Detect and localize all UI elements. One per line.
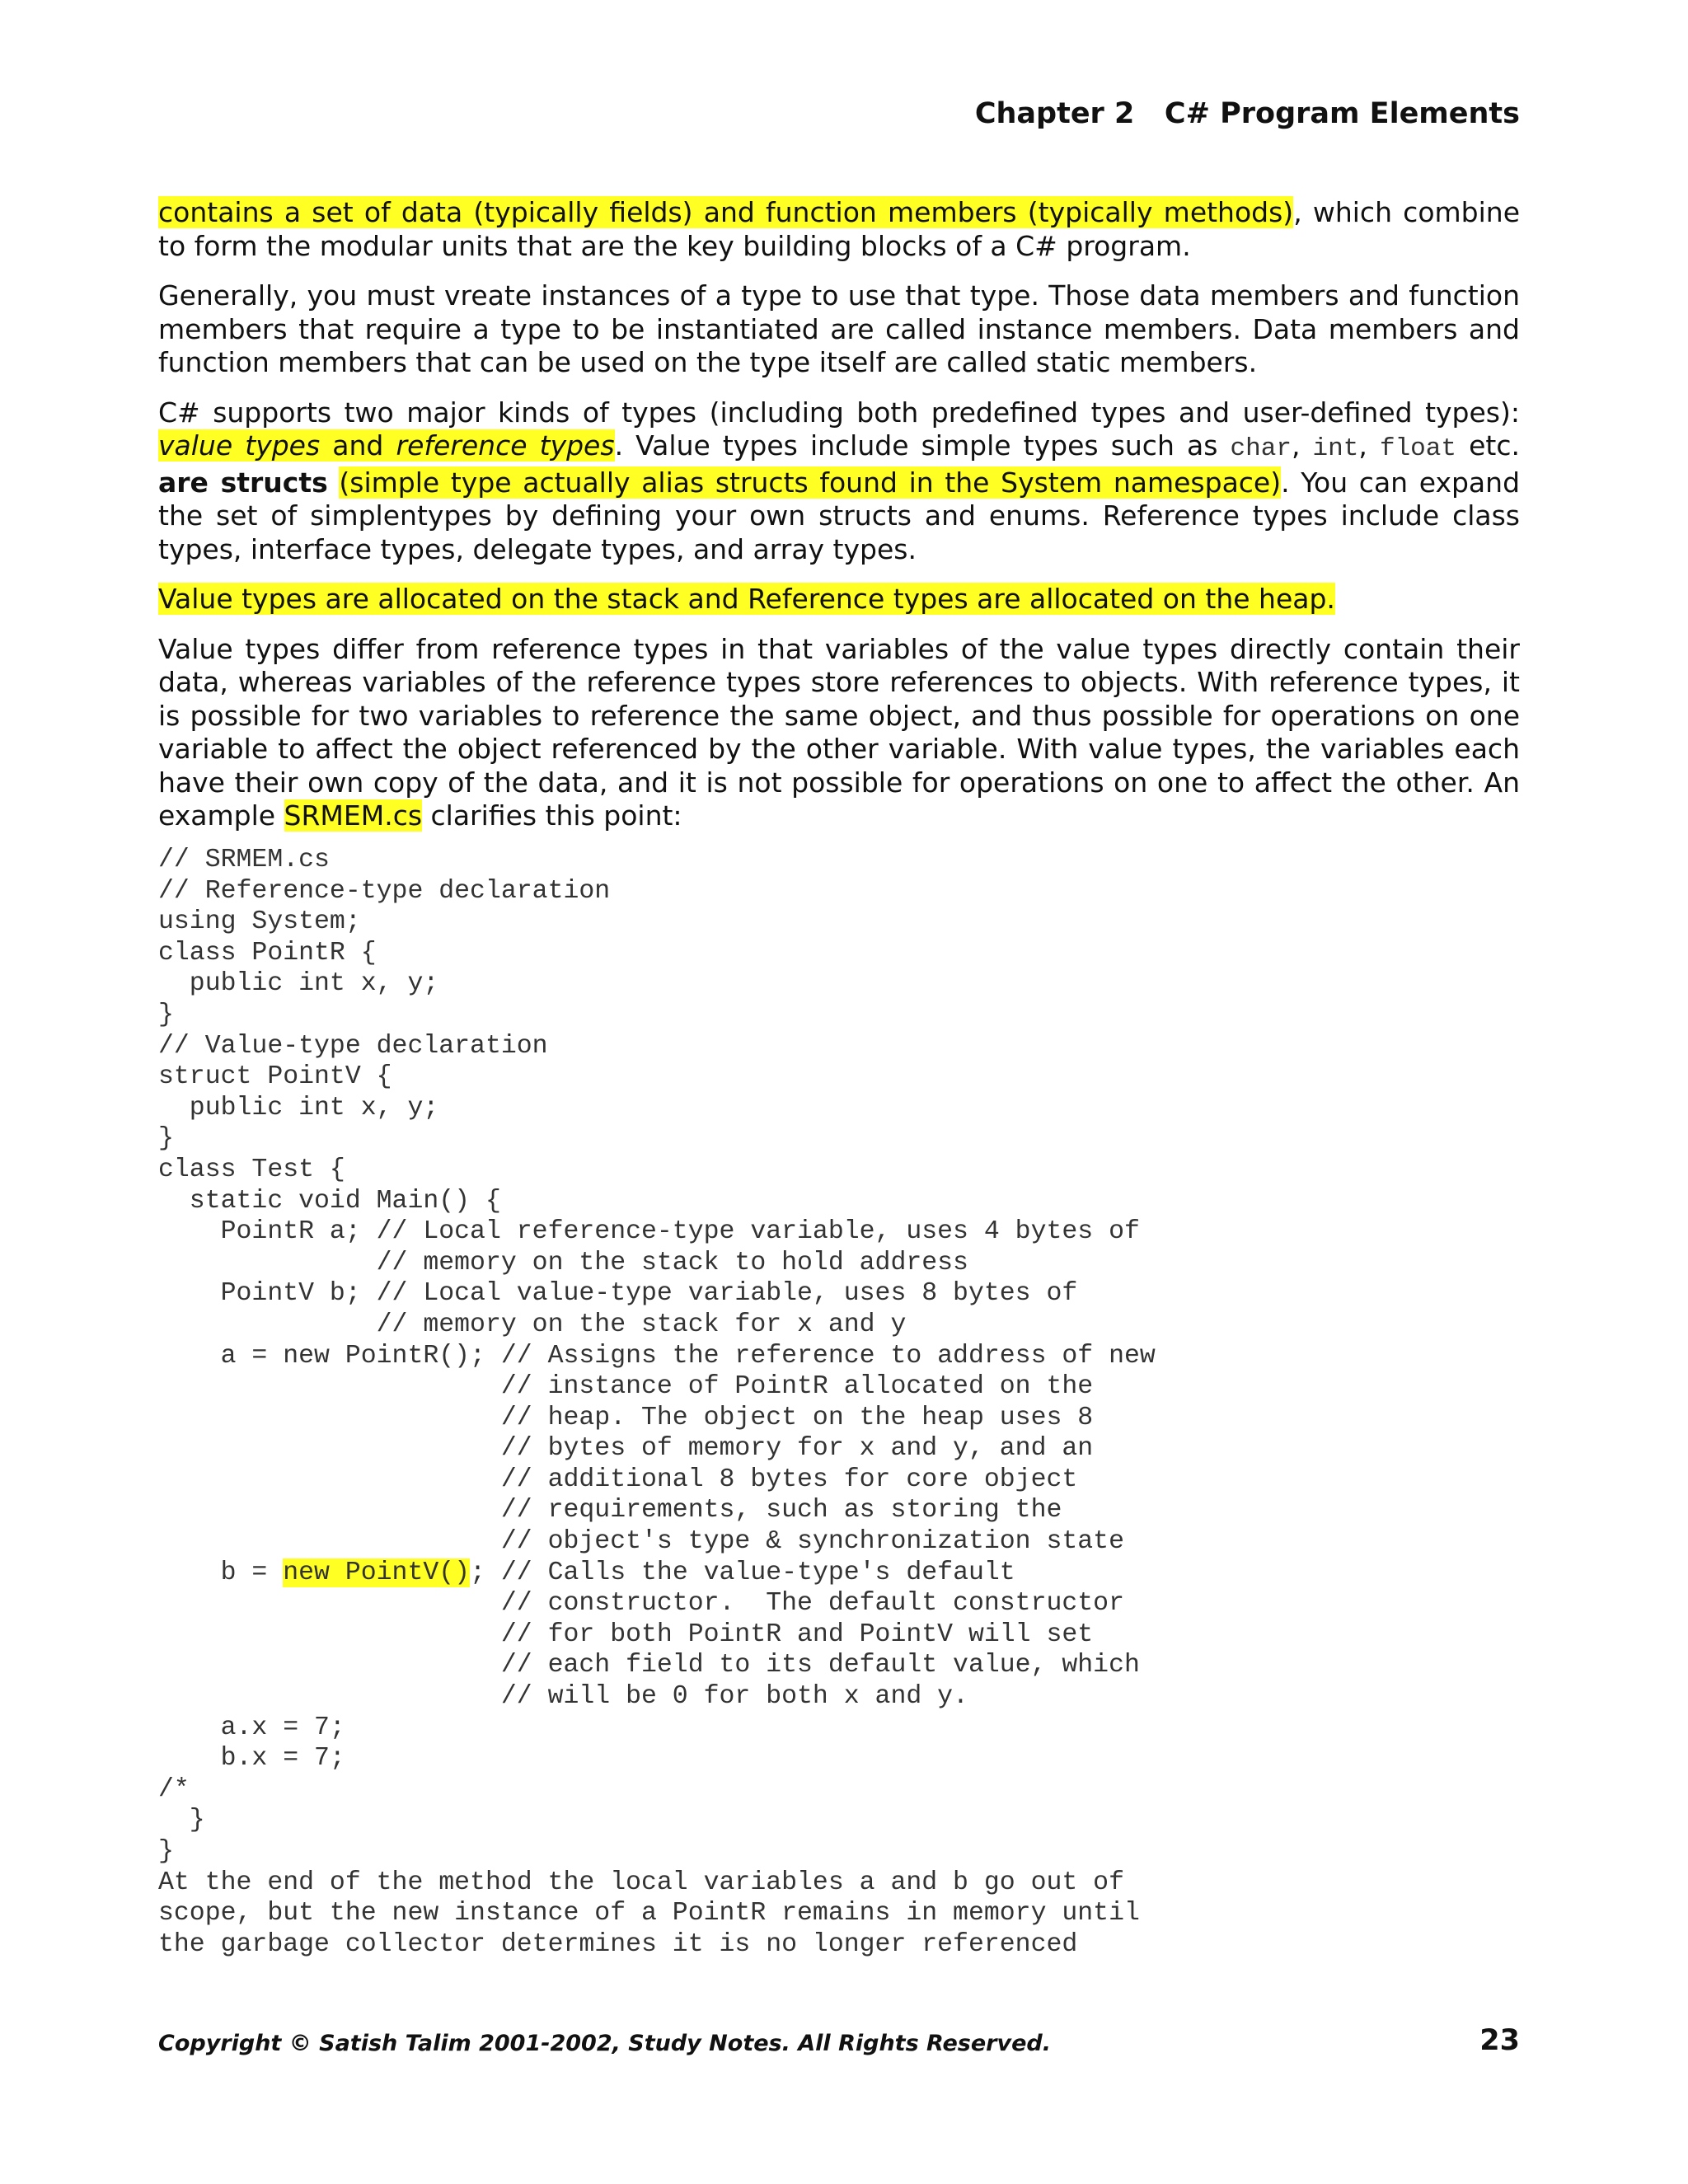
p3-space: [328, 466, 340, 499]
paragraph-3: [158, 396, 1520, 567]
paragraph-2: Generally, you must vreate instances of a type to use that type. Those data members and function members that require a type to be instantiated are called instance members. Data members and function members that can be used on the type itself are called static members.: [158, 279, 1520, 378]
value-types-term: value types: [158, 429, 321, 462]
p3-text-3: . You can expand the set of simplentypes by defining your own structs and enums. Reference types include class types, interface types, delegate types, and array types.: [158, 466, 1521, 565]
code-int: int: [1312, 434, 1359, 463]
code-part-1: // SRMEM.cs // Reference-type declaration using System; class PointR { public int x, y; } // Value-type declaration struct PointV { public int x, y; } class Test { static void Main() { PointR a; // Local reference-type variable, uses 4 bytes of // memory on the stack to hold address PointV b; // Local value-type variable, uses 8 bytes of // memory on the stack for x and y a = new PointR(); // Assigns the reference to address of new // instance of PointR allocated on the // heap. The object on the heap uses 8 // bytes of memory for x and y, and an // additional 8 bytes for core object // requirements, such as storing the // object's type & synchronization state b =: [158, 846, 1156, 1587]
code-float: float: [1379, 434, 1456, 463]
bold-are-structs: are structs: [158, 466, 328, 499]
file-name-highlight: SRMEM.cs: [284, 799, 423, 832]
p3-text-2: . Value types include simple types such as: [614, 429, 1231, 462]
p3-comma-2: ,: [1358, 429, 1380, 462]
p3-and: and: [320, 429, 396, 462]
p3-etc: etc.: [1456, 429, 1520, 462]
paragraph-5: [158, 633, 1520, 833]
p3-text-1: C# supports two major kinds of types (including both predefined types and user-defined types):: [158, 396, 1520, 429]
p5-text-2: clarifies this point:: [422, 799, 682, 832]
code-listing: [158, 845, 1520, 1960]
p3-comma-1: ,: [1291, 429, 1313, 462]
paragraph-4: [158, 583, 1520, 616]
running-header: [158, 97, 1520, 130]
paragraph-1-text: , which combine to form the modular units that are the key building blocks of a C# program.: [158, 196, 1520, 262]
code-highlight: new PointV(): [283, 1558, 471, 1587]
p5-text-1: Value types differ from reference types in that variables of the value types directly contain their data, whereas variables of the reference types store references to objects. With reference types, it is possible for two variables to reference the same object, and thus possible for operations on one variable to affect the object referenced by the other variable. With value types, the variables each have their own copy of the data, and it is not possible for operations on one to affect the other. An example: [158, 632, 1520, 832]
highlight-3: Value types are allocated on the stack and Reference types are allocated on the heap.: [158, 583, 1335, 615]
reference-types-term: reference types: [396, 429, 615, 462]
highlight-2: (simple type actually alias structs found in the System namespace): [339, 466, 1282, 499]
body-text: [158, 196, 1520, 850]
code-part-2: ; // Calls the value-type's default // constructor. The default constructor // for both PointR and PointV will set // each field to its default value, which // will be 0 for both x and y. a.x = 7; b.x = 7; /* } } At the end of the method the local variables a and b go out of scope, but the new instance of a PointR remains in memory until the garbage collector determines it is no longer referenced: [158, 1558, 1140, 1959]
highlight-1: contains a set of data (typically fields) and function members (typically methods): [158, 196, 1294, 228]
chapter-title: C# Program Elements: [1164, 97, 1520, 130]
paragraph-1: [158, 196, 1520, 263]
copyright-footer: Copyright © Satish Talim 2001-2002, Study Notes. All Rights Reserved.: [158, 2031, 1051, 2056]
chapter-label: Chapter 2: [974, 97, 1135, 130]
page-number: 23: [1479, 2024, 1520, 2057]
code-char: char: [1230, 434, 1292, 463]
